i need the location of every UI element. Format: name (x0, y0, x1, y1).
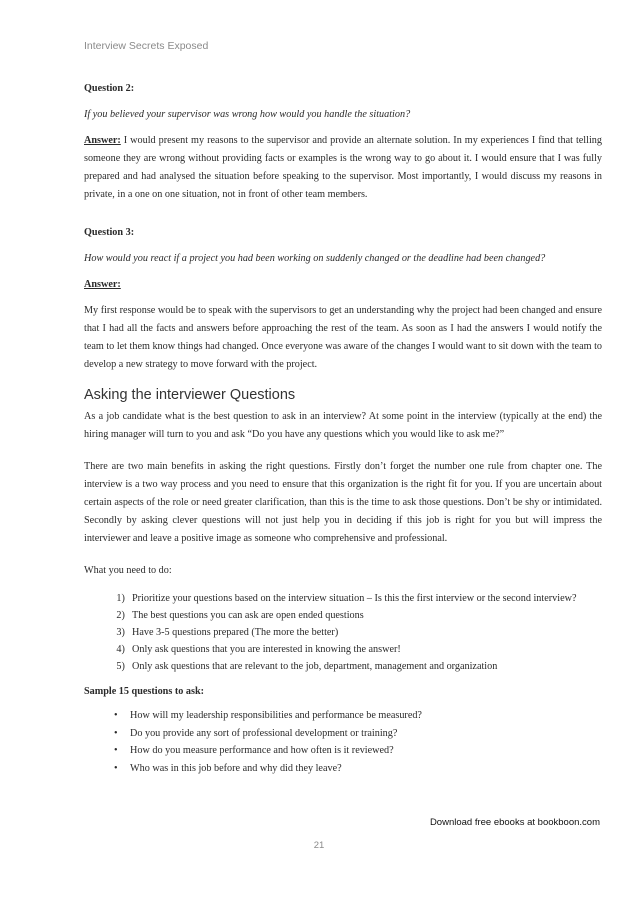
list-item: 4. Only ask questions that you are interested in knowing the answer! (130, 641, 602, 658)
samples-heading: Sample 15 questions to ask: (84, 686, 205, 697)
section-paragraph-1: As a job candidate what is the best question to ask in an interview? At some point in the interview (typically at the end) the hiring manager will turn to you and ask “Do you have any questions which you would like to ask me?” (84, 411, 602, 440)
download-link[interactable]: Download free ebooks at bookboon.com (429, 817, 600, 828)
list-item: • Who was in this job before and why did they leave? (130, 760, 602, 778)
bullet-icon: • (114, 745, 118, 756)
needs-list (84, 590, 602, 675)
page-content (84, 80, 602, 777)
need-intro: What you need to do: (84, 565, 172, 576)
question-3-answer-label (84, 276, 602, 294)
list-item: • Do you provide any sort of professional development or training? (130, 725, 602, 743)
answer-label: Answer: (84, 279, 121, 290)
bullet-icon: • (114, 727, 118, 739)
list-item: 3. Have 3-5 questions prepared (The more the better) (130, 624, 602, 641)
bullet-icon: • (114, 710, 118, 721)
answer-text: I would present my reasons to the supervisor and provide an alternate solution. In my experiences I find that telling someone they are wrong without providing facts or examples is the wrong way to go about it. I would ensure that I was fully prepared and had analysed the situation before speaking to the supervisor. Most importantly, I would discuss my reasons in private, in a one on one situation, not in front of other team members. (84, 135, 602, 200)
answer-label: Answer: (84, 135, 121, 146)
question-3-answer-text: My first response would be to speak with the supervisors to get an understanding why the project had been changed and ensure that I had all the facts and answers before approaching the rest of the team. As soon as I had the answers I would notify the team to let them know things had changed. Once everyone was aware of the changes I would want to sit down with the team to develop a new strategy to move forward with the project. (84, 305, 603, 370)
list-item: • How will my leadership responsibilities and performance be measured? (130, 707, 602, 725)
question-3-heading: Question 3: (84, 227, 135, 238)
question-2-heading: Question 2: (84, 83, 135, 94)
section-paragraph-2: There are two main benefits in asking the right questions. Firstly don’t forget the number one rule from chapter one. The interview is a two way process and you need to ensure that this organization is the right fit for you. If you are uncertain about certain aspects of the role or need greater clarification, than this is the time to ask those questions. Don’t be shy or intimidated. Secondly by asking clever questions will not just help you in deciding if this job is right for you but will impress the interviewer and leave a positive image as someone who comprehensive and professional. (84, 461, 602, 544)
question-2-answer (84, 132, 602, 204)
samples-list (84, 707, 602, 777)
section-heading: Asking the interviewer Questions (84, 387, 296, 403)
page-number: 21 (313, 840, 325, 851)
running-header: Interview Secrets Exposed (84, 40, 209, 52)
question-3-text: How would you react if a project you had been working on suddenly changed or the deadline had been changed? (84, 253, 546, 264)
list-item: 5. Only ask questions that are relevant to the job, department, management and organization (130, 658, 602, 675)
question-2-text: If you believed your supervisor was wrong how would you handle the situation? (84, 109, 411, 120)
list-item: 1. Prioritize your questions based on the interview situation – Is this the first interview or the second interview? (130, 590, 602, 607)
bullet-icon: • (114, 762, 118, 774)
list-item: • How do you measure performance and how often is it reviewed? (130, 742, 602, 760)
list-item: 2. The best questions you can ask are open ended questions (130, 607, 602, 624)
